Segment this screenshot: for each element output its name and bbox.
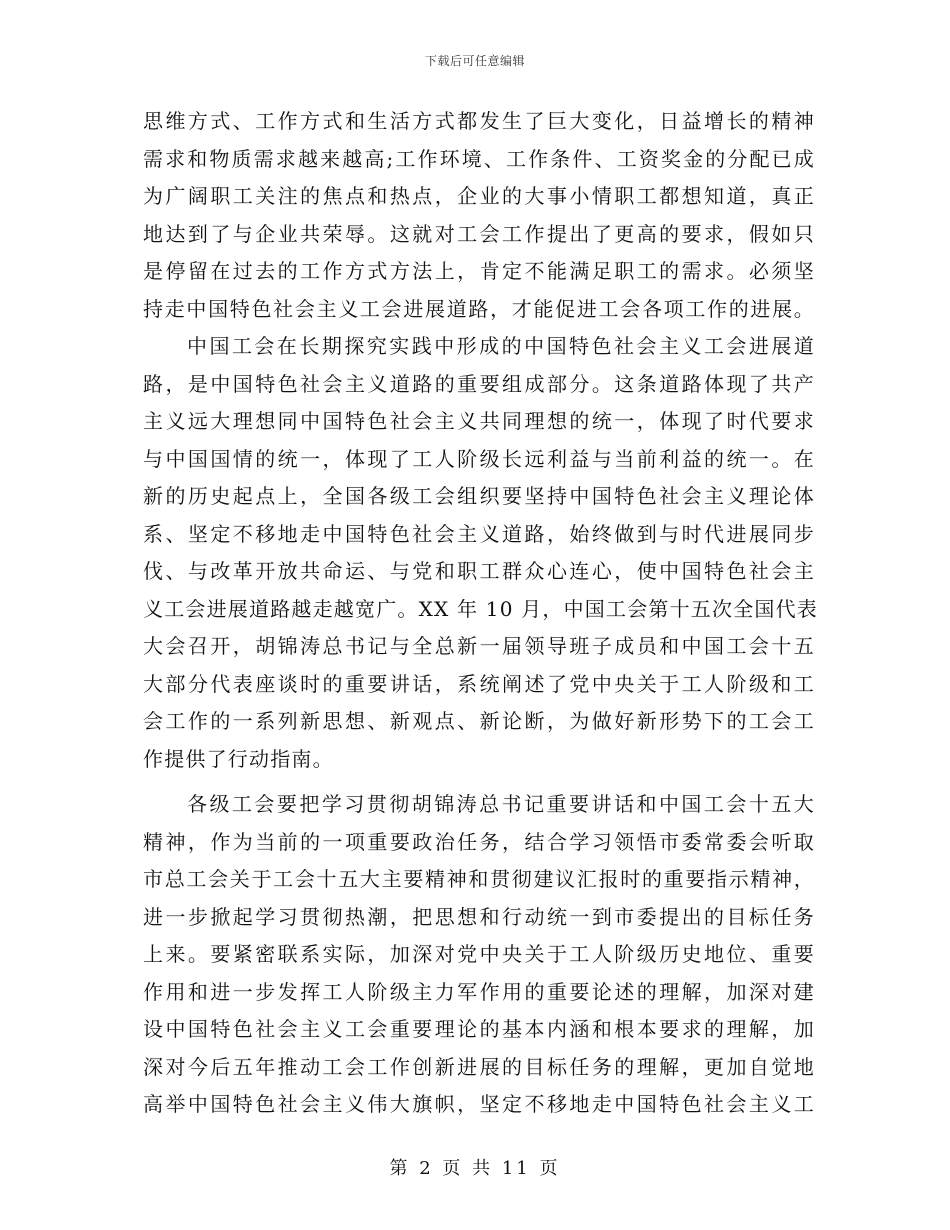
paragraph xyxy=(143,786,815,1124)
paragraph xyxy=(143,328,818,778)
text-line: 作用和进一步发挥工人阶级主力军作用的重要论述的理解，加深对建 xyxy=(143,979,815,1004)
text-line: 需求和物质需求越来越高;工作环境、工作条件、工资奖金的分配已成 xyxy=(143,146,815,171)
text-line: 主义远大理想同中国特色社会主义共同理想的统一，体现了时代要求 xyxy=(143,409,815,433)
paragraph xyxy=(143,103,815,328)
document-body xyxy=(143,103,818,1124)
text-line: 思维方式、工作方式和生活方式都发生了巨大变化，日益增长的精神 xyxy=(143,109,815,133)
text-line: 会工作的一系列新思想、新观点、新论断，为做好新形势下的工会工 xyxy=(143,709,815,733)
text-line: 进一步掀起学习贯彻热潮，把思想和行动统一到市委提出的目标任务 xyxy=(143,904,815,929)
text-line: 高举中国特色社会主义伟大旗帜，坚定不移地走中国特色社会主义工 xyxy=(143,1092,815,1116)
text-line: 各级工会要把学习贯彻胡锦涛总书记重要讲话和中国工会十五大 xyxy=(187,792,815,816)
text-line: 伐、与改革开放共命运、与党和职工群众心连心，使中国特色社会主 xyxy=(143,559,815,583)
text-line: 路，是中国特色社会主义道路的重要组成部分。这条道路体现了共产 xyxy=(143,371,815,396)
text-line: 与中国国情的统一，体现了工人阶级长远利益与当前利益的统一。在 xyxy=(143,446,815,471)
text-line: 大部分代表座谈时的重要讲话，系统阐述了党中央关于工人阶级和工 xyxy=(143,671,815,696)
text-line: 为广阔职工关注的焦点和热点，企业的大事小情职工都想知道，真正 xyxy=(143,184,815,208)
text-line: 持走中国特色社会主义工会进展道路，才能促进工会各项工作的进展。 xyxy=(143,296,815,321)
text-line: 上来。要紧密联系实际，加深对党中央关于工人阶级历史地位、重要 xyxy=(143,942,815,966)
text-line: 新的历史起点上，全国各级工会组织要坚持中国特色社会主义理论体 xyxy=(143,484,815,508)
text-line: 是停留在过去的工作方式方法上，肯定不能满足职工的需求。必须坚 xyxy=(143,259,815,283)
text-line: 精神，作为当前的一项重要政治任务，结合学习领悟市委常委会听取 xyxy=(143,829,815,854)
text-line: 作提供了行动指南。 xyxy=(143,746,334,771)
text-line: 系、坚定不移地走中国特色社会主义道路，始终做到与时代进展同步 xyxy=(143,521,815,546)
text-line: 中国工会在长期探究实践中形成的中国特色社会主义工会进展道 xyxy=(187,334,815,358)
text-line: 地达到了与企业共荣辱。这就对工会工作提出了更高的要求，假如只 xyxy=(143,221,815,246)
text-line: 义工会进展道路越走越宽广。XX 年 10 月，中国工会第十五次全国代表 xyxy=(143,596,818,621)
page-header: 下载后可任意编辑 xyxy=(424,54,525,68)
text-line: 深对今后五年推动工会工作创新进展的目标任务的理解，更加自觉地 xyxy=(143,1054,815,1079)
text-line: 大会召开，胡锦涛总书记与全总新一届领导班子成员和中国工会十五 xyxy=(143,634,815,658)
text-line: 市总工会关于工会十五大主要精神和贯彻建议汇报时的重要指示精神， xyxy=(143,867,815,891)
text-line: 设中国特色社会主义工会重要理论的基本内涵和根本要求的理解，加 xyxy=(143,1017,815,1041)
page-number-footer: 第 2 页 共 11 页 xyxy=(389,1158,561,1179)
